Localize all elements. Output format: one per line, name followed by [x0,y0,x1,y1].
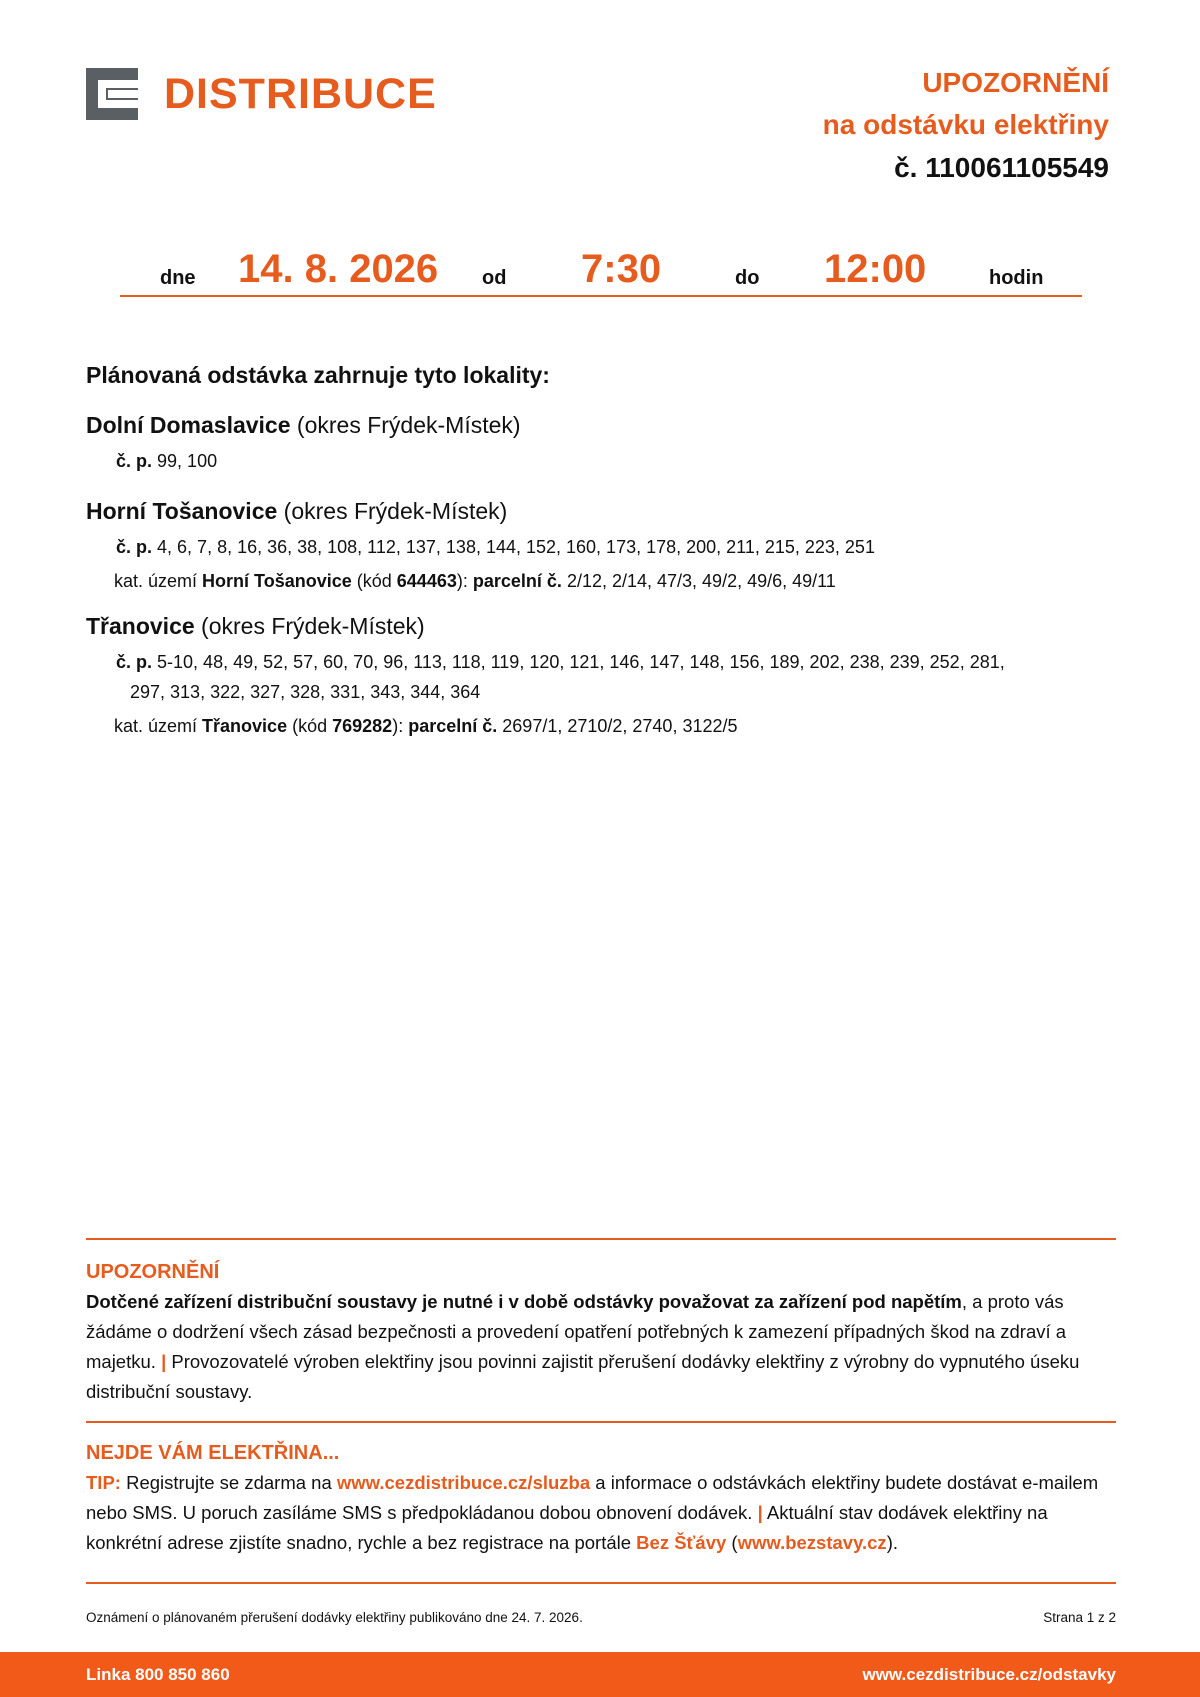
cadastre-parcels [114,566,1114,596]
warning-text [86,1287,1126,1407]
notice-subtitle: na odstávku elektřiny [822,109,1109,140]
parcel-list: 2/12, 2/14, 47/3, 49/2, 49/6, 49/11 [566,571,836,591]
publication-note: Oznámení o plánovaném přerušení dodávky elektřiny publikováno dne 24. 7. 2026. [86,1610,583,1625]
cadastre-parcels [114,711,1114,741]
house-label: č. p. [116,537,153,557]
locality-district: (okres Frýdek-Místek) [201,613,425,639]
day-label: dne [160,267,196,289]
house-label: č. p. [116,451,153,471]
locality-heading [86,613,425,640]
parcel-label: parcelní č. [408,716,498,736]
warning-bold: Dotčené zařízení distribuční soustavy je nutné i v době odstávky považovat za zařízení pod napětím [86,1291,962,1312]
localities-intro: Plánovaná odstávka zahrnuje tyto lokality: [86,362,550,388]
divider [86,1238,1116,1240]
locality-name: Dolní Domaslavice [86,412,291,438]
divider [86,1582,1116,1584]
cadastre-code-prefix: (kód [292,716,328,736]
locality-heading [86,412,521,439]
house-list: 4, 6, 7, 8, 16, 36, 38, 108, 112, 137, 138, 144, 152, 160, 173, 178, 200, 211, 215, 223, 251 [157,537,875,557]
unit-label: hodin [989,267,1044,289]
paren-open: ( [731,1532,738,1553]
footer-bar [0,1652,1200,1697]
cadastre-label: kat. území [114,716,198,736]
tip-label: TIP: [86,1472,121,1493]
tip-text [86,1468,1126,1558]
locality-district: (okres Frýdek-Místek) [296,412,521,438]
house-numbers [116,532,1116,562]
cadastre-label: kat. území [114,571,198,591]
house-label: č. p. [116,652,153,672]
brand-name: DISTRIBUCE [164,69,437,118]
cadastre-code-suffix: ): [392,716,404,736]
locality-name: Třanovice [86,613,195,639]
locality-heading [86,498,507,525]
cadastre-code: 644463 [396,571,457,591]
house-list: 99, 100 [157,451,218,471]
tip-text-1: Registrujte se zdarma na [126,1472,332,1493]
house-numbers [116,446,1116,476]
locality-name: Horní Tošanovice [86,498,278,524]
paren-close: ). [886,1532,898,1553]
service-link[interactable]: www.cezdistribuce.cz/sluzba [336,1472,591,1493]
notice-title: UPOZORNĚNÍ [922,67,1109,98]
from-label: od [482,267,507,289]
page-number: Strana 1 z 2 [1043,1610,1116,1625]
locality-district: (okres Frýdek-Místek) [283,498,508,524]
brand-logo [86,68,437,120]
outages-url-link[interactable]: www.cezdistribuce.cz/odstavky [862,1665,1116,1684]
parcel-list: 2697/1, 2710/2, 2740, 3122/5 [502,716,738,736]
bezstavy-url-link[interactable]: www.bezstavy.cz [737,1532,887,1553]
to-label: do [735,267,760,289]
cez-logo-icon [86,68,138,120]
tip-title: NEJDE VÁM ELEKTŘINA... [86,1442,340,1464]
separator: | [161,1351,167,1372]
separator: | [757,1502,763,1523]
schedule-line [120,243,1082,297]
cadastre-code-prefix: (kód [356,571,392,591]
house-numbers-continued: 297, 313, 322, 327, 328, 331, 343, 344, 364 [130,682,481,702]
warning-text-1: , a proto vás žádáme o dodržení všech zásad bezpečnosti a provedení opatření potřebných k zamezení případných škod na zdraví a majetku. [86,1291,1067,1372]
to-time: 12:00 [824,247,927,291]
cadastre-code-suffix: ): [456,571,468,591]
divider [86,1421,1116,1423]
cadastre-name: Třanovice [202,716,288,736]
cadastre-code: 769282 [332,716,393,736]
tip-text-3: Aktuální stav dodávek elektřiny na konkrétní adrese zjistíte snadno, rychle a bez registrace na portále [86,1502,1048,1553]
notice-header [823,62,1109,190]
cadastre-name: Horní Tošanovice [202,571,352,591]
tip-text-2: a informace o odstávkách elektřiny budete dostávat e-mailem nebo SMS. U poruch zasíláme SMS s předpokládanou dobou obnovení dodávek. [86,1472,1099,1523]
notice-number: č. 110061105549 [894,152,1109,183]
warning-title: UPOZORNĚNÍ [86,1261,220,1283]
house-numbers [116,647,1116,677]
parcel-label: parcelní č. [472,571,562,591]
house-list: 5-10, 48, 49, 52, 57, 60, 70, 96, 113, 118, 119, 120, 121, 146, 147, 148, 156, 189, 202, 238, 239, 252, 281, [157,652,1005,672]
warning-text-2: Provozovatelé výroben elektřiny jsou povinni zajistit přerušení dodávky elektřiny z výrobny do vypnutého úseku distribuční soustavy. [86,1351,1080,1402]
bez-stavy-link[interactable]: Bez Šťávy [636,1532,727,1553]
from-time: 7:30 [581,247,662,291]
hotline: Linka 800 850 860 [86,1665,230,1684]
outage-date: 14. 8. 2026 [238,247,439,291]
